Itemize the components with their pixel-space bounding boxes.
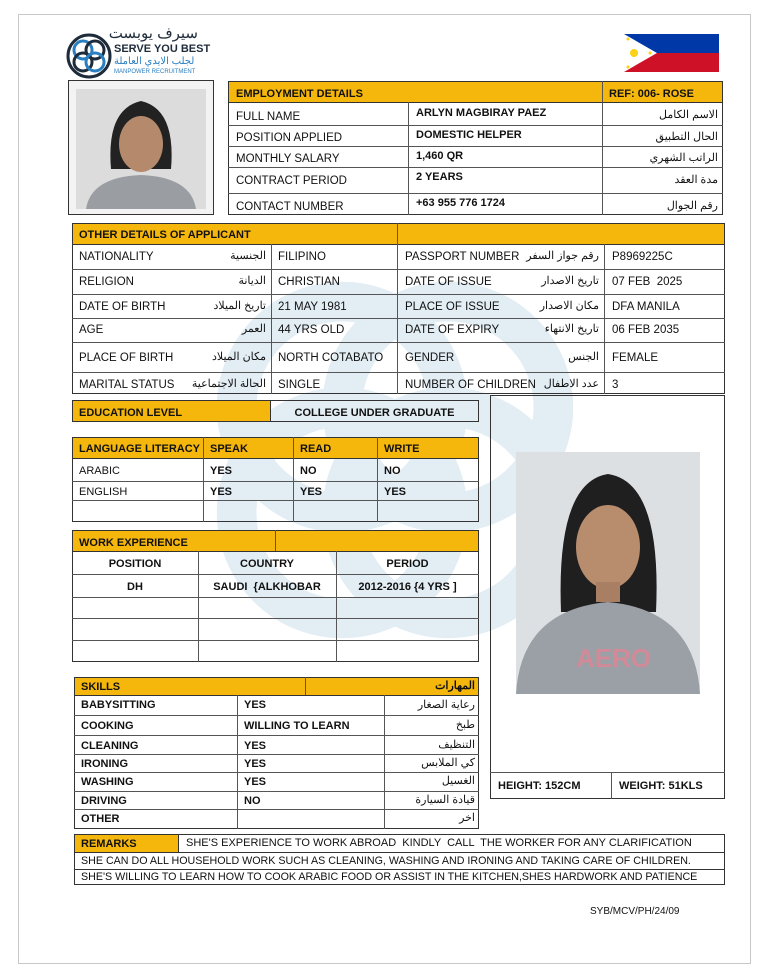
- detail-label-ar: تاريخ الانتهاء: [544, 323, 599, 335]
- detail-value: DFA MANILA: [612, 301, 680, 313]
- skill-label: WASHING: [81, 776, 134, 788]
- detail-label-ar: مكان الميلاد: [211, 351, 266, 363]
- detail-value: 07 FEB 2025: [612, 276, 683, 288]
- skill-value: YES: [244, 758, 267, 770]
- employment-value: 2 YEARS: [416, 171, 463, 183]
- employment-label-ar: الراتب الشهري: [649, 152, 718, 164]
- detail-value: FILIPINO: [278, 251, 326, 263]
- work-col-header: PERIOD: [386, 558, 429, 570]
- applicant-photo-large: [516, 452, 700, 694]
- language-col-header: READ: [300, 443, 332, 455]
- employment-label: FULL NAME: [236, 111, 301, 123]
- language-col-header: LANGUAGE LITERACY: [79, 443, 200, 455]
- philippines-flag-icon: [624, 34, 719, 72]
- skills-header-ar: المهارات: [435, 680, 475, 692]
- remarks-label: REMARKS: [81, 838, 137, 850]
- skill-label: COOKING: [81, 720, 134, 732]
- language-cell: NO: [300, 465, 317, 477]
- language-cell: YES: [384, 486, 407, 498]
- weight-value: WEIGHT: 51KLS: [619, 780, 703, 792]
- employment-label-ar: رقم الجوال: [666, 200, 718, 212]
- detail-label-ar: الحالة الاجتماعية: [191, 378, 266, 390]
- language-cell: YES: [210, 465, 233, 477]
- skill-label-ar: اخر: [459, 812, 475, 824]
- skill-value: NO: [244, 795, 261, 807]
- language-cell: ARABIC: [79, 465, 120, 477]
- detail-value: FEMALE: [612, 352, 659, 364]
- detail-label: MARITAL STATUS: [79, 379, 175, 391]
- skill-value: YES: [244, 776, 267, 788]
- skill-label: IRONING: [81, 758, 129, 770]
- language-col-header: WRITE: [384, 443, 420, 455]
- employment-value: DOMESTIC HELPER: [416, 129, 522, 141]
- work-cell: 2012-2016 {4 YRS ]: [358, 581, 457, 593]
- detail-label: RELIGION: [79, 276, 134, 288]
- skill-value: WILLING TO LEARN: [244, 720, 350, 732]
- detail-label-ar: عدد الاطفال: [543, 378, 599, 390]
- work-cell: SAUDI {ALKHOBAR: [213, 581, 321, 593]
- company-sub-en: MANPOWER RECRUITMENT: [114, 69, 196, 75]
- person-photo-icon: [76, 89, 206, 209]
- skill-label-ar: الغسيل: [441, 775, 475, 787]
- detail-label-ar: العمر: [241, 323, 266, 335]
- skill-label-ar: رعاية الصغار: [417, 699, 475, 711]
- employment-header-title: EMPLOYMENT DETAILS: [236, 88, 363, 100]
- skill-label-ar: طبخ: [455, 719, 475, 731]
- language-cell: YES: [300, 486, 323, 498]
- svg-text:AERO: AERO: [576, 643, 652, 673]
- detail-label: PLACE OF BIRTH: [79, 352, 174, 364]
- skill-label-ar: كي الملابس: [421, 757, 475, 769]
- detail-label-ar: تاريخ الميلاد: [213, 300, 266, 312]
- detail-label-ar: تاريخ الاصدار: [541, 275, 599, 287]
- detail-value: 44 YRS OLD: [278, 324, 345, 336]
- detail-label: AGE: [79, 324, 104, 336]
- detail-label: PLACE OF ISSUE: [405, 301, 500, 313]
- detail-value: SINGLE: [278, 379, 321, 391]
- skill-label: DRIVING: [81, 795, 127, 807]
- work-col-header: POSITION: [108, 558, 162, 570]
- language-table: [72, 458, 479, 522]
- other-details-title: OTHER DETAILS OF APPLICANT: [79, 229, 251, 241]
- remark-line: SHE'S WILLING TO LEARN HOW TO COOK ARABIC FOOD OR ASSIST IN THE KITCHEN,SHES HARDWORK AND PATIENCE: [81, 871, 698, 883]
- work-header-title: WORK EXPERIENCE: [79, 537, 188, 549]
- skill-label: CLEANING: [81, 740, 139, 752]
- detail-label: NATIONALITY: [79, 251, 154, 263]
- detail-value: CHRISTIAN: [278, 276, 340, 288]
- language-col-header: SPEAK: [210, 443, 248, 455]
- skill-value: YES: [244, 740, 267, 752]
- company-name-ar: سيرف يوبست: [108, 25, 198, 42]
- remark-line: SHE'S EXPERIENCE TO WORK ABROAD KINDLY CALL THE WORKER FOR ANY CLARIFICATION: [186, 837, 692, 849]
- detail-label-ar: الديانة: [238, 275, 266, 287]
- employment-value: +63 955 776 1724: [416, 197, 506, 209]
- company-logo: [66, 25, 211, 82]
- skill-value: YES: [244, 699, 267, 711]
- employment-label-ar: الاسم الكامل: [659, 109, 718, 121]
- language-cell: NO: [384, 465, 401, 477]
- detail-value: 21 MAY 1981: [278, 301, 347, 313]
- skills-header-title: SKILLS: [81, 681, 121, 693]
- employment-ref: REF: 006- ROSE: [609, 88, 694, 100]
- skill-label-ar: قيادة السيارة: [415, 794, 475, 806]
- employment-value: ARLYN MAGBIRAY PAEZ: [416, 107, 547, 119]
- skill-label: OTHER: [81, 813, 120, 825]
- height-value: HEIGHT: 152CM: [498, 780, 581, 792]
- employment-value: 1,460 QR: [416, 150, 464, 162]
- employment-label: POSITION APPLIED: [236, 132, 343, 144]
- applicant-photo-small: [68, 80, 214, 215]
- detail-label-ar: مكان الاصدار: [539, 300, 599, 312]
- work-cell: DH: [127, 581, 143, 593]
- company-sub-ar: لجلب الايدي العاملة: [114, 56, 195, 67]
- document-code: SYB/MCV/PH/24/09: [590, 906, 680, 917]
- detail-label-ar: رقم جواز السفر: [526, 250, 599, 262]
- language-cell: ENGLISH: [79, 486, 128, 498]
- work-col-header: COUNTRY: [240, 558, 294, 570]
- detail-label: PASSPORT NUMBER: [405, 251, 520, 263]
- detail-label: DATE OF EXPIRY: [405, 324, 500, 336]
- detail-value: 3: [612, 379, 619, 391]
- remark-line: SHE CAN DO ALL HOUSEHOLD WORK SUCH AS CLEANING, WASHING AND IRONING AND TAKING CARE OF CHILDREN.: [81, 855, 691, 867]
- language-cell: YES: [210, 486, 233, 498]
- skill-label: BABYSITTING: [81, 699, 156, 711]
- employment-label: CONTACT NUMBER: [236, 201, 344, 213]
- education-label: EDUCATION LEVEL: [79, 407, 183, 419]
- person-photo-icon: [516, 452, 700, 694]
- detail-label-ar: الجنسية: [230, 250, 266, 262]
- detail-label: GENDER: [405, 352, 455, 364]
- detail-value: 06 FEB 2035: [612, 324, 680, 336]
- detail-label: DATE OF BIRTH: [79, 301, 166, 313]
- employment-label: CONTRACT PERIOD: [236, 175, 347, 187]
- detail-label: NUMBER OF CHILDREN: [405, 379, 536, 391]
- employment-label-ar: الحال التطبيق: [655, 131, 718, 143]
- logo-icon: [66, 32, 112, 80]
- company-name-en: SERVE YOU BEST: [114, 43, 211, 55]
- detail-label-ar: الجنس: [568, 351, 599, 363]
- detail-label: DATE OF ISSUE: [405, 276, 492, 288]
- employment-label: MONTHLY SALARY: [236, 153, 340, 165]
- detail-value: NORTH COTABATO: [278, 352, 384, 364]
- skill-label-ar: التنظيف: [438, 739, 475, 751]
- detail-value: P8969225C: [612, 251, 673, 263]
- education-value: COLLEGE UNDER GRADUATE: [294, 407, 455, 419]
- employment-label-ar: مدة العقد: [674, 174, 718, 186]
